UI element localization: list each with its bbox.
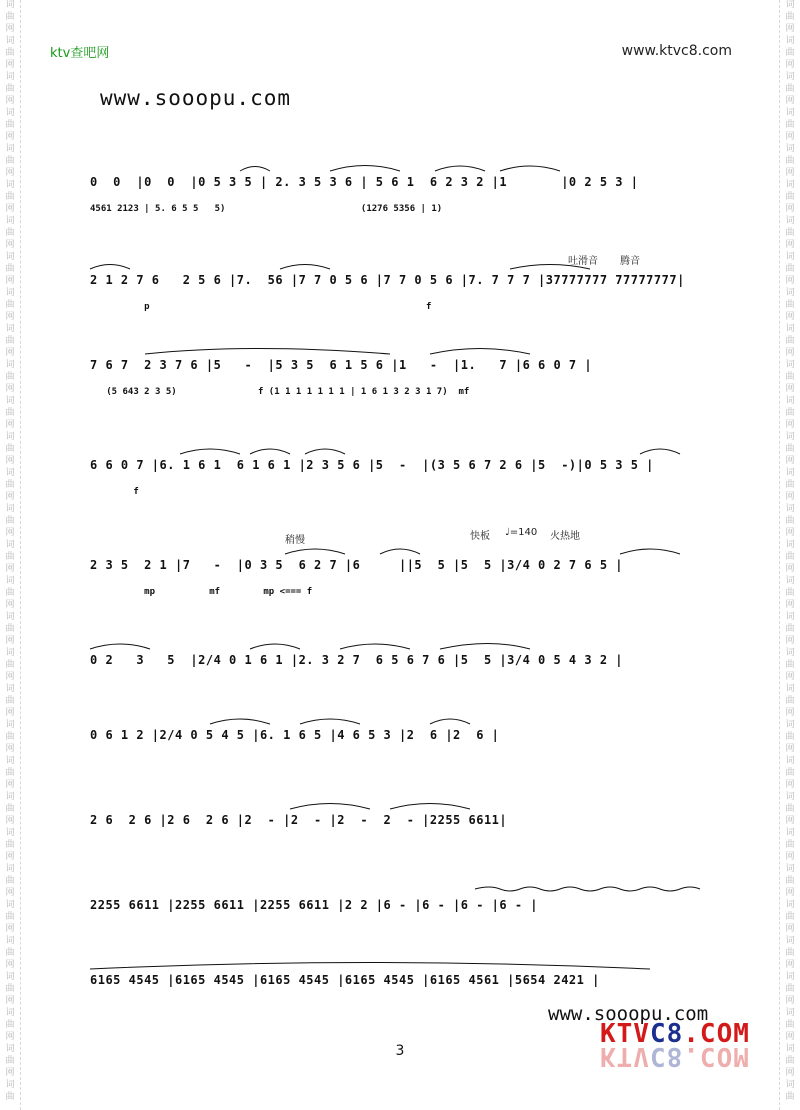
watermark-glyph: 词 — [785, 468, 795, 478]
watermark-glyph: 词 — [5, 864, 15, 874]
watermark-glyph: 曲 — [5, 1092, 15, 1102]
watermark-glyph: 曲 — [5, 660, 15, 670]
page-number: 3 — [395, 1043, 405, 1059]
watermark-glyph: 网 — [785, 240, 795, 250]
watermark-glyph: 网 — [785, 60, 795, 70]
watermark-glyph: 网 — [5, 744, 15, 754]
watermark-glyph: 词 — [785, 396, 795, 406]
watermark-glyph: 词 — [785, 108, 795, 118]
watermark-glyph: 词 — [785, 864, 795, 874]
header-site-name[interactable]: ktv查吧网 — [50, 46, 110, 61]
watermark-glyph: 词 — [5, 1044, 15, 1054]
watermark-glyph: 词 — [5, 468, 15, 478]
watermark-glyph: 曲 — [785, 768, 795, 778]
watermark-glyph: 曲 — [5, 84, 15, 94]
watermark-glyph: 曲 — [5, 696, 15, 706]
watermark-glyph: 词 — [785, 36, 795, 46]
watermark-glyph: 网 — [5, 24, 15, 34]
watermark-glyph: 曲 — [785, 840, 795, 850]
watermark-glyph: 曲 — [5, 48, 15, 58]
watermark-glyph: 词 — [5, 1008, 15, 1018]
score-line-2-notes: 2 1 2 7 6 2 5 6 |7. 56 |7 7 0 5 6 |7 7 0 5 6 |7. 7 7 7 |37777777 77777777| — [90, 273, 685, 287]
watermark-glyph: 词 — [785, 1080, 795, 1090]
watermark-glyph: 曲 — [5, 516, 15, 526]
watermark-glyph: 曲 — [5, 228, 15, 238]
score-line-3-notes: 7 6 7 2 3 7 6 |5 - |5 3 5 6 1 5 6 |1 - |1. 7 |6 6 0 7 | — [90, 358, 593, 372]
watermark-glyph: 网 — [5, 888, 15, 898]
watermark-glyph: 词 — [5, 900, 15, 910]
watermark-glyph: 曲 — [785, 12, 795, 22]
watermark-glyph: 词 — [5, 540, 15, 550]
left-watermark-strip — [0, 0, 21, 1110]
score-line-7-notes: 0 6 1 2 |2/4 0 5 4 5 |6. 1 6 5 |4 6 5 3 |2 6 |2 6 | — [90, 728, 500, 742]
watermark-glyph: 词 — [785, 288, 795, 298]
watermark-glyph: 词 — [5, 108, 15, 118]
watermark-glyph: 词 — [785, 504, 795, 514]
watermark-glyph: 网 — [785, 996, 795, 1006]
score-line-4 — [90, 455, 720, 495]
watermark-glyph: 曲 — [785, 984, 795, 994]
watermark-glyph: 曲 — [785, 480, 795, 490]
watermark-glyph: 曲 — [5, 948, 15, 958]
score-line-6-notes: 0 2 3 5 |2/4 0 1 6 1 |2. 3 2 7 6 5 6 7 6 |5 5 |3/4 0 5 4 3 2 | — [90, 653, 623, 667]
annotation-tempo-slow: 稍慢 — [285, 535, 305, 546]
watermark-glyph: 词 — [785, 756, 795, 766]
watermark-glyph: 曲 — [785, 264, 795, 274]
watermark-glyph: 曲 — [5, 300, 15, 310]
watermark-glyph: 网 — [5, 924, 15, 934]
score-line-9 — [90, 895, 720, 935]
watermark-glyph: 网 — [5, 384, 15, 394]
score-line-8 — [90, 810, 720, 850]
watermark-glyph: 词 — [785, 252, 795, 262]
score-line-3 — [90, 355, 720, 395]
watermark-glyph: 网 — [5, 132, 15, 142]
watermark-glyph: 网 — [5, 168, 15, 178]
watermark-glyph: 网 — [785, 780, 795, 790]
watermark-glyph: 词 — [5, 360, 15, 370]
score-line-1-notes: 0 0 |0 0 |0 5 3 5 | 2. 3 5 3 6 | 5 6 1 6 2 3 2 |1 |0 2 5 3 | — [90, 175, 639, 189]
watermark-glyph: 网 — [785, 168, 795, 178]
watermark-glyph: 网 — [5, 528, 15, 538]
watermark-glyph: 曲 — [5, 588, 15, 598]
watermark-glyph: 曲 — [785, 912, 795, 922]
watermark-glyph: 网 — [785, 924, 795, 934]
watermark-glyph: 词 — [5, 216, 15, 226]
watermark-glyph: 网 — [785, 1032, 795, 1042]
watermark-glyph: 网 — [5, 852, 15, 862]
watermark-glyph: 词 — [5, 828, 15, 838]
watermark-glyph: 网 — [5, 348, 15, 358]
watermark-glyph: 词 — [785, 360, 795, 370]
watermark-glyph: 曲 — [5, 372, 15, 382]
watermark-glyph: 网 — [785, 564, 795, 574]
footer-url: www.sooopu.com — [548, 1003, 709, 1025]
watermark-glyph: 曲 — [5, 912, 15, 922]
annotation-tempo-value: ♩=140 — [505, 527, 538, 538]
watermark-glyph: 曲 — [785, 948, 795, 958]
annotation-fast-marking: 腾音 — [620, 256, 640, 267]
watermark-glyph: 曲 — [785, 804, 795, 814]
watermark-glyph: 曲 — [785, 444, 795, 454]
watermark-glyph: 词 — [5, 432, 15, 442]
score-line-2 — [90, 270, 720, 310]
score-line-2-dynamics: p f — [90, 302, 432, 312]
watermark-glyph: 曲 — [785, 156, 795, 166]
watermark-glyph: 词 — [785, 72, 795, 82]
watermark-glyph: 曲 — [5, 984, 15, 994]
score-line-1-accomp: 4561 2123 | 5. 6 5 5 5) (1276 5356 | 1) — [90, 204, 443, 214]
watermark-glyph: 网 — [785, 348, 795, 358]
watermark-glyph: 词 — [5, 72, 15, 82]
watermark-glyph: 网 — [5, 636, 15, 646]
watermark-glyph: 网 — [5, 780, 15, 790]
watermark-glyph: 词 — [785, 936, 795, 946]
watermark-glyph: 曲 — [785, 876, 795, 886]
watermark-glyph: 曲 — [785, 300, 795, 310]
watermark-glyph: 网 — [5, 492, 15, 502]
watermark-glyph: 曲 — [5, 876, 15, 886]
watermark-glyph: 网 — [785, 816, 795, 826]
watermark-glyph: 网 — [785, 456, 795, 466]
watermark-glyph: 网 — [5, 960, 15, 970]
watermark-glyph: 词 — [785, 828, 795, 838]
watermark-glyph: 词 — [785, 144, 795, 154]
watermark-glyph: 词 — [785, 216, 795, 226]
watermark-glyph: 词 — [785, 1008, 795, 1018]
watermark-glyph: 曲 — [5, 444, 15, 454]
watermark-glyph: 网 — [785, 420, 795, 430]
watermark-glyph: 曲 — [785, 336, 795, 346]
watermark-glyph: 词 — [785, 720, 795, 730]
watermark-glyph: 网 — [5, 96, 15, 106]
watermark-glyph: 词 — [785, 0, 795, 10]
watermark-glyph: 曲 — [5, 1056, 15, 1066]
watermark-glyph: 曲 — [5, 732, 15, 742]
footer-logo-text: KTVC8.COM — [600, 1019, 750, 1049]
watermark-glyph: 网 — [5, 1032, 15, 1042]
watermark-glyph: 词 — [5, 612, 15, 622]
watermark-glyph: 词 — [5, 936, 15, 946]
watermark-glyph: 词 — [5, 792, 15, 802]
watermark-glyph: 网 — [785, 960, 795, 970]
watermark-glyph: 词 — [5, 144, 15, 154]
watermark-glyph: 词 — [5, 324, 15, 334]
watermark-glyph: 网 — [785, 492, 795, 502]
watermark-glyph: 网 — [5, 996, 15, 1006]
watermark-glyph: 网 — [5, 204, 15, 214]
watermark-glyph: 词 — [785, 612, 795, 622]
score-line-10-notes: 6165 4545 |6165 4545 |6165 4545 |6165 4545 |6165 4561 |5654 2421 | — [90, 973, 600, 987]
watermark-glyph: 词 — [5, 648, 15, 658]
watermark-glyph: 曲 — [5, 264, 15, 274]
score-line-7 — [90, 725, 720, 765]
watermark-glyph: 曲 — [785, 120, 795, 130]
watermark-glyph: 网 — [5, 240, 15, 250]
watermark-glyph: 网 — [785, 96, 795, 106]
watermark-glyph: 网 — [785, 312, 795, 322]
watermark-glyph: 曲 — [785, 1020, 795, 1030]
watermark-glyph: 网 — [5, 672, 15, 682]
watermark-glyph: 网 — [785, 888, 795, 898]
watermark-glyph: 网 — [5, 600, 15, 610]
watermark-glyph: 曲 — [5, 480, 15, 490]
watermark-glyph: 曲 — [5, 840, 15, 850]
watermark-glyph: 曲 — [785, 192, 795, 202]
watermark-glyph: 词 — [785, 972, 795, 982]
watermark-glyph: 词 — [785, 684, 795, 694]
watermark-glyph: 词 — [5, 756, 15, 766]
watermark-glyph: 网 — [5, 312, 15, 322]
watermark-glyph: 曲 — [5, 768, 15, 778]
watermark-glyph: 网 — [785, 708, 795, 718]
watermark-glyph: 曲 — [5, 156, 15, 166]
score-source-url: www.sooopu.com — [100, 86, 292, 110]
watermark-glyph: 曲 — [5, 120, 15, 130]
watermark-glyph: 网 — [5, 420, 15, 430]
watermark-glyph: 曲 — [5, 804, 15, 814]
watermark-glyph: 网 — [785, 132, 795, 142]
watermark-glyph: 曲 — [785, 696, 795, 706]
watermark-glyph: 网 — [785, 204, 795, 214]
watermark-glyph: 词 — [785, 180, 795, 190]
watermark-glyph: 曲 — [5, 12, 15, 22]
score-line-3-accomp: (5 643 2 3 5) f (1 1 1 1 1 1 1 | 1 6 1 3 2 3 1 7) mf — [90, 387, 470, 397]
watermark-glyph: 词 — [5, 684, 15, 694]
watermark-glyph: 词 — [785, 900, 795, 910]
watermark-glyph: 网 — [785, 852, 795, 862]
watermark-glyph: 网 — [785, 384, 795, 394]
watermark-glyph: 词 — [5, 288, 15, 298]
watermark-glyph: 网 — [785, 1068, 795, 1078]
watermark-glyph: 网 — [785, 276, 795, 286]
watermark-glyph: 网 — [5, 564, 15, 574]
watermark-glyph: 曲 — [5, 192, 15, 202]
watermark-glyph: 词 — [5, 504, 15, 514]
watermark-glyph: 词 — [785, 648, 795, 658]
score-line-5-dynamics: mp mf mp <=== f — [90, 587, 313, 597]
watermark-glyph: 网 — [785, 744, 795, 754]
watermark-glyph: 曲 — [5, 552, 15, 562]
score-line-4-notes: 6 6 0 7 |6. 1 6 1 6 1 6 1 |2 3 5 6 |5 - |(3 5 6 7 2 6 |5 -)|0 5 3 5 | — [90, 458, 654, 472]
header-site-url[interactable]: www.ktvc8.com — [621, 43, 732, 59]
watermark-glyph: 曲 — [785, 228, 795, 238]
watermark-glyph: 词 — [5, 180, 15, 190]
annotation-breath-tone: 吐滑音 — [568, 256, 598, 267]
watermark-glyph: 网 — [785, 528, 795, 538]
watermark-glyph: 网 — [5, 276, 15, 286]
watermark-glyph: 词 — [5, 36, 15, 46]
watermark-glyph: 词 — [785, 324, 795, 334]
watermark-glyph: 曲 — [785, 624, 795, 634]
watermark-glyph: 曲 — [785, 408, 795, 418]
score-line-8-notes: 2 6 2 6 |2 6 2 6 |2 - |2 - |2 - 2 - |2255 6611| — [90, 813, 508, 827]
watermark-glyph: 词 — [785, 432, 795, 442]
watermark-glyph: 网 — [5, 456, 15, 466]
watermark-glyph: 网 — [5, 60, 15, 70]
watermark-glyph: 曲 — [5, 336, 15, 346]
watermark-glyph: 曲 — [785, 732, 795, 742]
watermark-glyph: 曲 — [785, 1056, 795, 1066]
watermark-glyph: 网 — [785, 672, 795, 682]
watermark-glyph: 曲 — [785, 516, 795, 526]
watermark-glyph: 词 — [5, 972, 15, 982]
annotation-expression: 火热地 — [550, 531, 580, 542]
watermark-glyph: 词 — [5, 1080, 15, 1090]
watermark-glyph: 词 — [785, 792, 795, 802]
watermark-glyph: 网 — [785, 24, 795, 34]
score-line-9-notes: 2255 6611 |2255 6611 |2255 6611 |2 2 |6 - |6 - |6 - |6 - | — [90, 898, 539, 912]
watermark-glyph: 曲 — [785, 372, 795, 382]
watermark-glyph: 曲 — [785, 660, 795, 670]
watermark-glyph: 词 — [5, 720, 15, 730]
score-line-5 — [90, 555, 720, 595]
watermark-glyph: 曲 — [5, 408, 15, 418]
watermark-glyph: 曲 — [785, 588, 795, 598]
footer-logo-reflection: KTVC8.COM — [600, 1041, 750, 1071]
score-line-6 — [90, 650, 720, 690]
score-line-5-notes: 2 3 5 2 1 |7 - |0 3 5 6 2 7 |6 ||5 5 |5 5 |3/4 0 2 7 6 5 | — [90, 558, 623, 572]
watermark-glyph: 词 — [5, 576, 15, 586]
watermark-glyph: 网 — [5, 708, 15, 718]
watermark-glyph: 词 — [785, 1044, 795, 1054]
watermark-glyph: 曲 — [785, 552, 795, 562]
watermark-glyph: 词 — [785, 576, 795, 586]
watermark-glyph: 曲 — [5, 624, 15, 634]
right-watermark-strip — [779, 0, 800, 1110]
watermark-glyph: 词 — [5, 396, 15, 406]
watermark-glyph: 网 — [5, 816, 15, 826]
watermark-glyph: 网 — [785, 636, 795, 646]
watermark-glyph: 网 — [5, 1068, 15, 1078]
watermark-glyph: 词 — [5, 252, 15, 262]
watermark-glyph: 词 — [5, 0, 15, 10]
watermark-glyph: 网 — [785, 600, 795, 610]
score-line-1 — [90, 172, 720, 212]
annotation-tempo-fast: 快板 — [470, 531, 490, 542]
score-line-4-dynamics: f — [90, 487, 139, 497]
watermark-glyph: 曲 — [785, 1092, 795, 1102]
watermark-glyph: 曲 — [785, 48, 795, 58]
watermark-glyph: 曲 — [5, 1020, 15, 1030]
watermark-glyph: 词 — [785, 540, 795, 550]
watermark-glyph: 曲 — [785, 84, 795, 94]
